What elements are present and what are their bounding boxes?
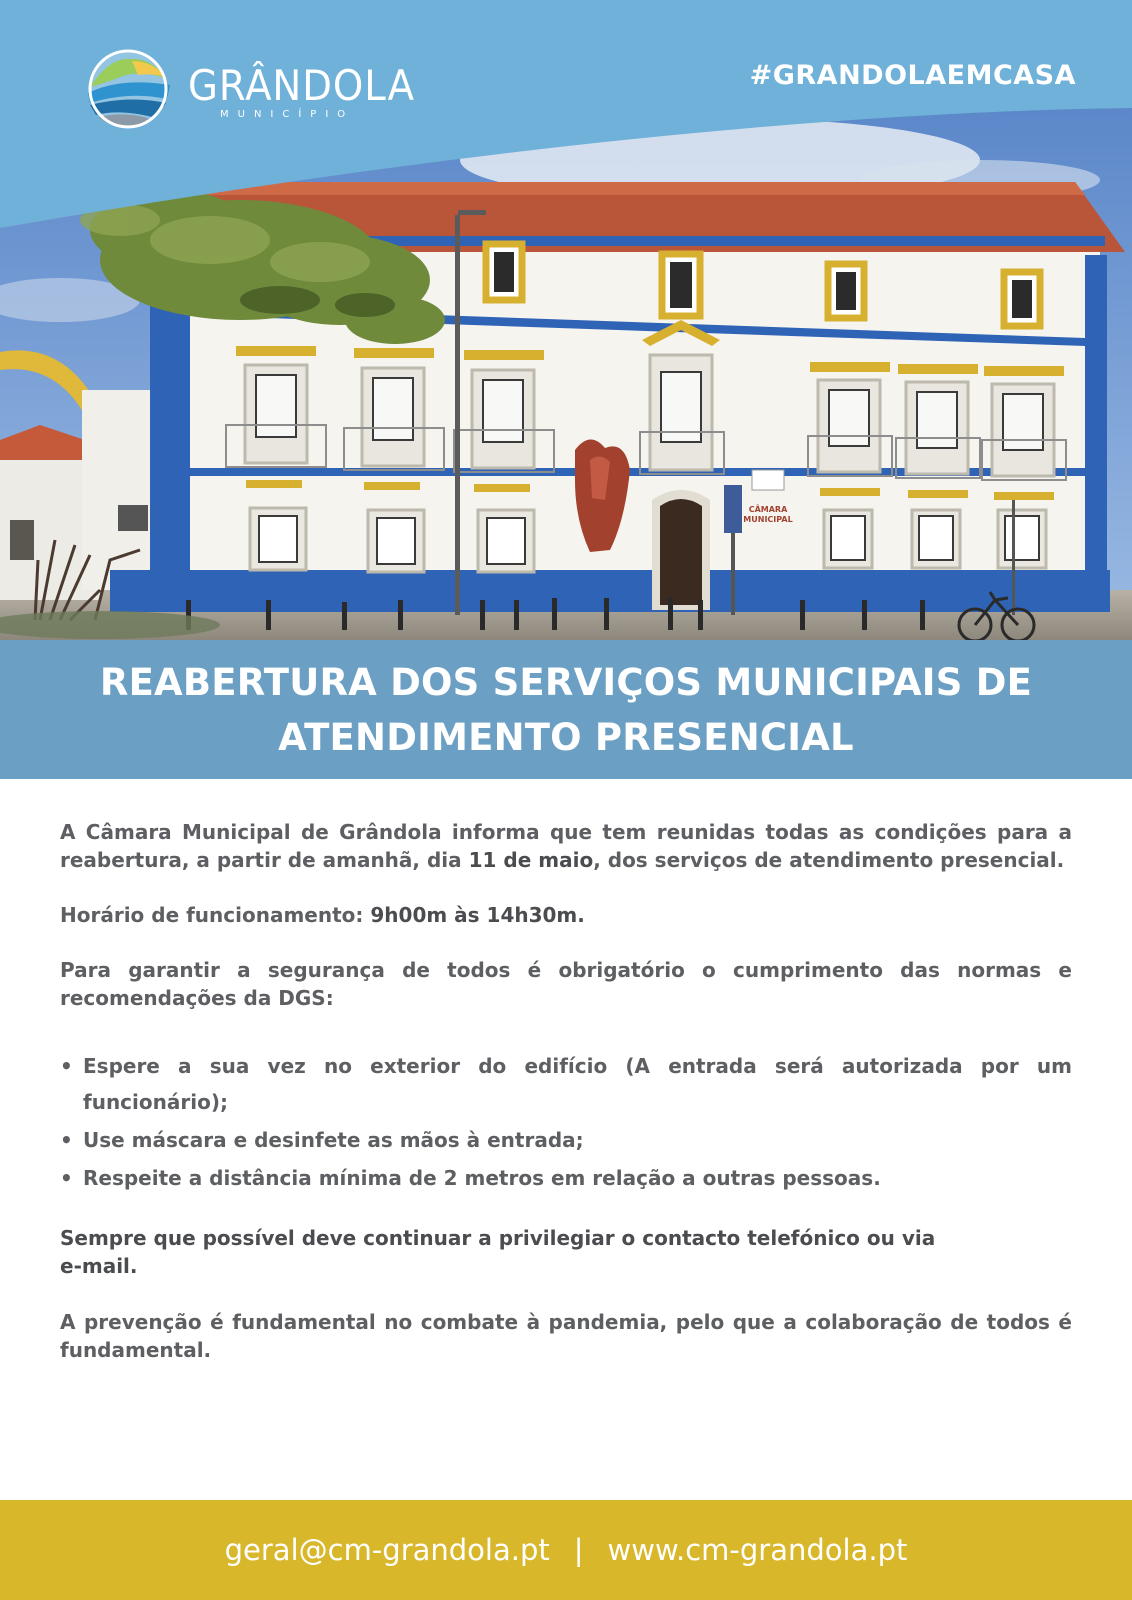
reopening-date: 11 de maio [468,848,594,872]
building-sign-line1: CÂMARA [748,505,788,514]
rule-text: Respeite a distância mínima de 2 metros em relação a outras pessoas. [83,1166,881,1190]
website-link[interactable]: www.cm-grandola.pt [607,1533,908,1567]
page-title-line2: ATENDIMENTO PRESENCIAL [278,715,854,759]
logo-emblem-icon [80,47,178,131]
rules-list [60,1048,1072,1196]
bullet-icon: • [60,1166,73,1190]
footer-separator: | [573,1533,584,1567]
page-title-line1: REABERTURA DOS SERVIÇOS MUNICIPAIS DE [99,660,1033,704]
list-item [60,1122,1072,1158]
bullet-icon: • [60,1054,73,1078]
contact-recommendation-line1: Sempre que possível deve continuar a privilegiar o contacto telefónico ou via [60,1226,936,1250]
logo-name: GRÂNDOLA [188,61,415,110]
closing-paragraph: A prevenção é fundamental no combate à pandemia, pelo que a colaboração de todos é fundamental. [60,1310,1072,1362]
intro-paragraph [60,818,1072,874]
rules-intro-paragraph: Para garantir a segurança de todos é obrigatório o cumprimento das normas e recomendações da DGS: [60,958,1072,1010]
announcement-body [60,818,1072,1364]
contact-footer [0,1500,1132,1600]
title-band [0,640,1132,779]
hours-paragraph [60,901,1072,929]
logo-subtitle: MUNICÍPIO [220,109,355,120]
page-title [100,655,1032,765]
list-item [60,1160,1072,1196]
list-item [60,1048,1072,1120]
intro-text-before: A Câmara Municipal de Grândola informa que tem reunidas todas as condições para a reabertura, a partir de amanhã, dia [60,820,1072,872]
rule-text: Use máscara e desinfete as mãos à entrada; [83,1128,584,1152]
contact-recommendation-line2: e-mail. [60,1254,138,1278]
intro-text-after: , dos serviços de atendimento presencial. [593,848,1065,872]
rule-text: Espere a sua vez no exterior do edifício (A entrada será autorizada por um funcionário); [83,1054,1072,1114]
hero-banner [0,0,1132,640]
building-sign-line2: MUNICIPAL [743,515,793,524]
hashtag: #GRANDOLAEMCASA [749,60,1076,91]
hours-label: Horário de funcionamento: [60,903,371,927]
contact-recommendation [60,1224,1072,1280]
municipality-logo[interactable] [80,47,420,131]
bullet-icon: • [60,1128,73,1152]
opening-hours: 9h00m às 14h30m. [370,903,585,927]
email-link[interactable]: geral@cm-grandola.pt [224,1533,550,1567]
